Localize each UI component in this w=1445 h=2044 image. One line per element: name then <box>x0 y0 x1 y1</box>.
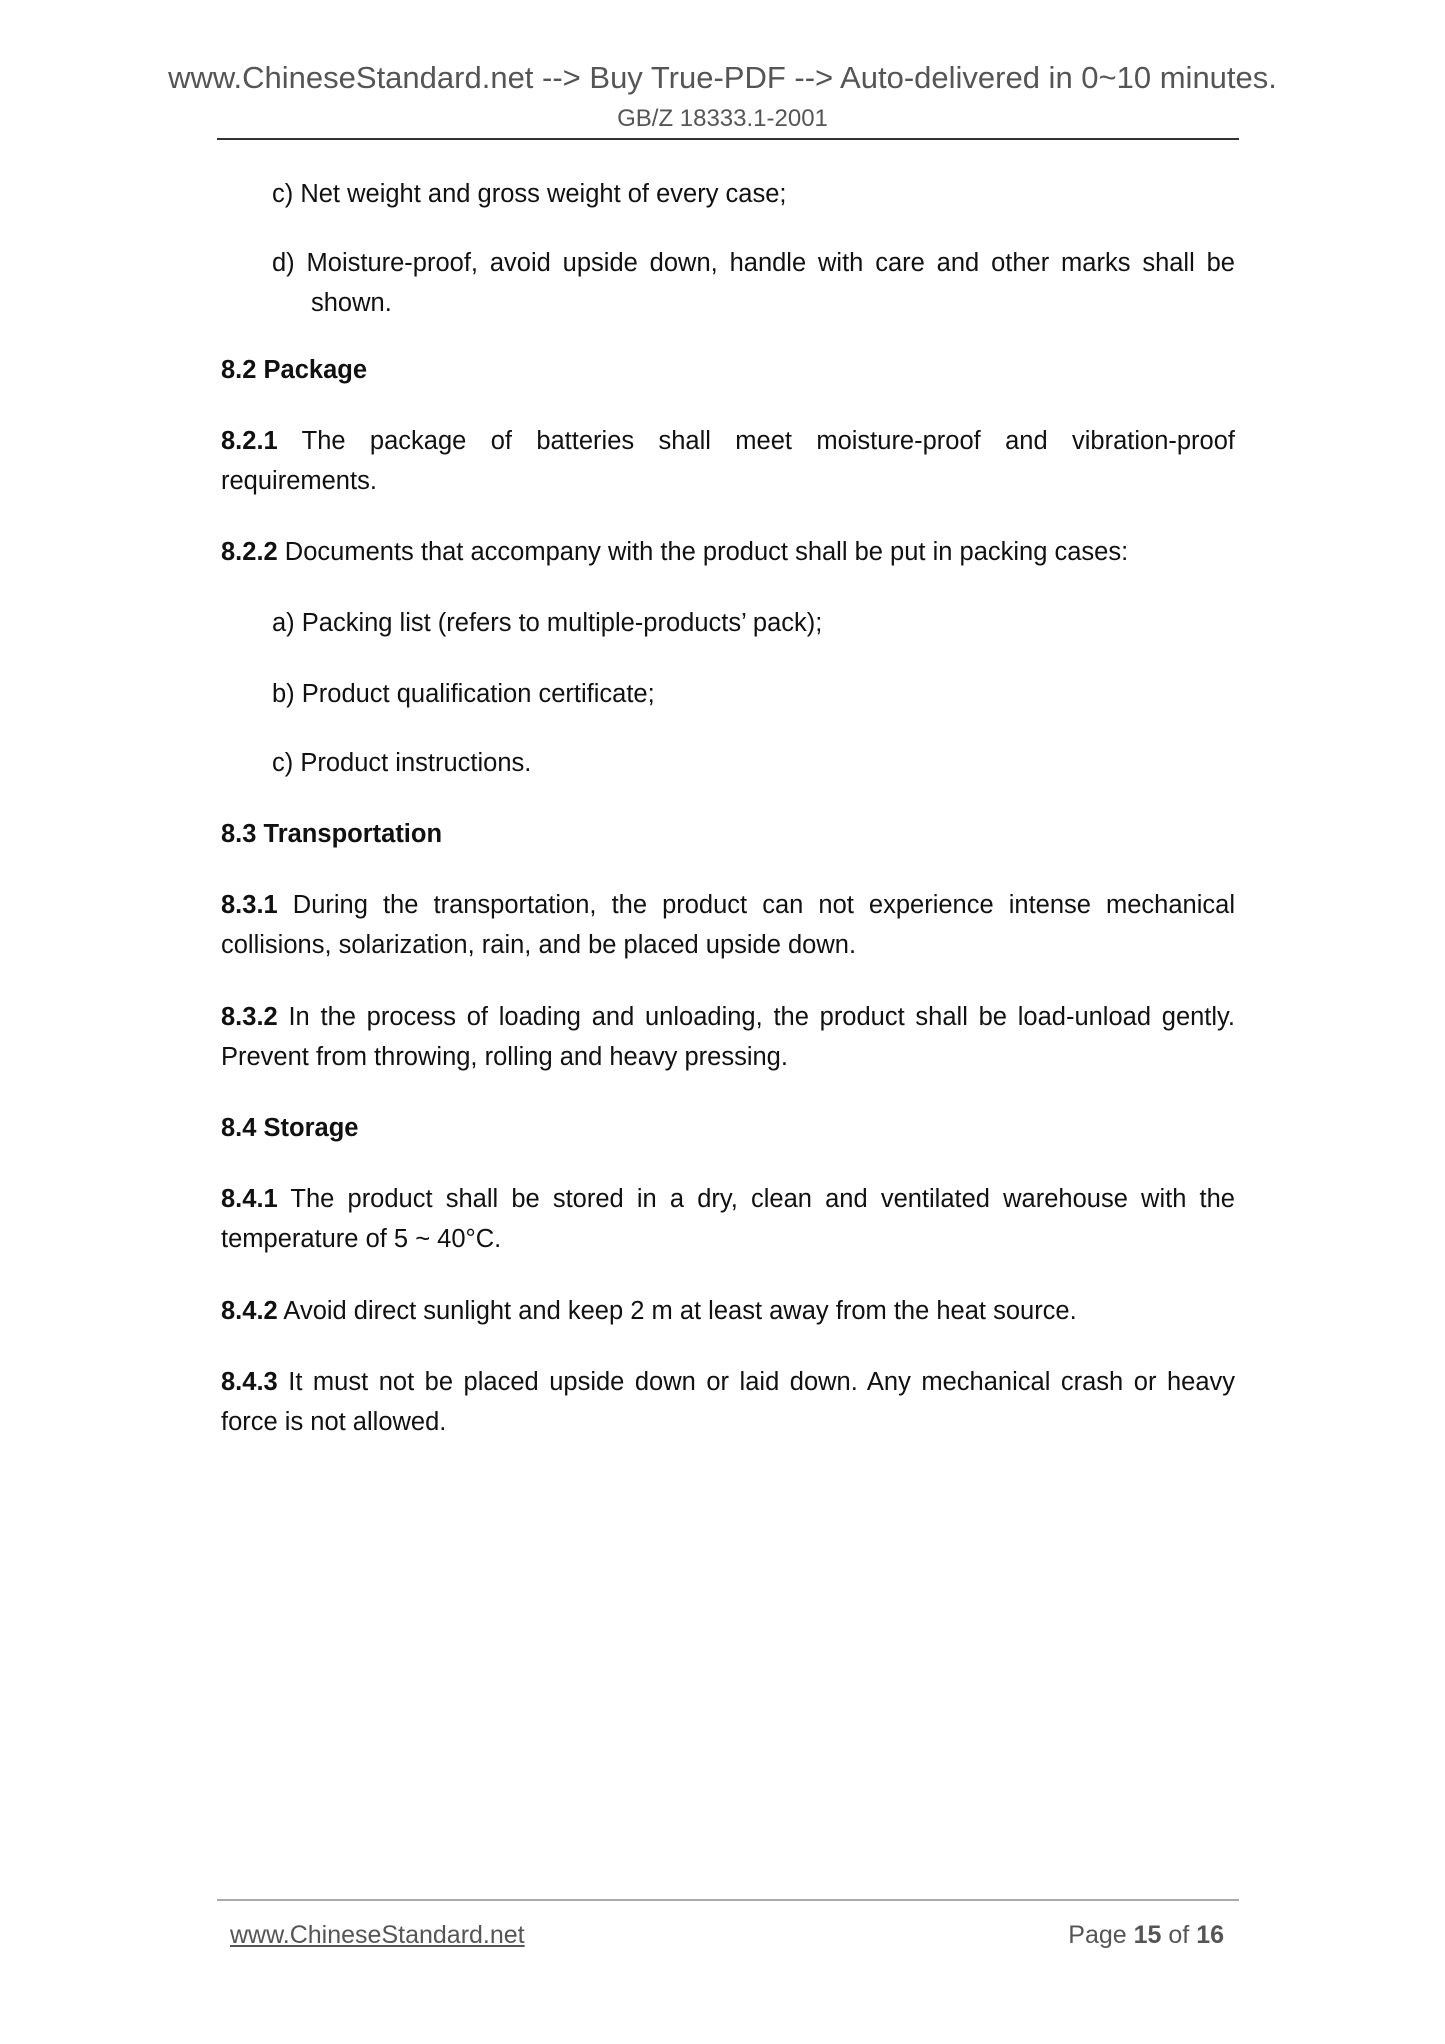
clause-text: During the transportation, the product can not experience intense mechanical collisions, solarization, rain, and be placed upside down. <box>221 891 1235 959</box>
clause-8-2-1 <box>221 421 1235 501</box>
clause-8-4-2 <box>221 1291 1235 1331</box>
page-prefix: Page <box>1068 1921 1134 1949</box>
clause-number: 8.4.1 <box>221 1185 278 1213</box>
clause-number: 8.3.2 <box>221 1003 278 1031</box>
clause-text: It must not be placed upside down or laid down. Any mechanical crash or heavy force is not allowed. <box>221 1368 1235 1436</box>
section-heading: 8.3 Transportation <box>221 820 443 848</box>
clause-number: 8.2.1 <box>221 427 278 455</box>
clause-8-3-1 <box>221 885 1235 965</box>
list-item: c) Product instructions. <box>272 749 532 777</box>
section-heading: 8.4 Storage <box>221 1114 359 1142</box>
list-item: c) Net weight and gross weight of every case; <box>272 180 787 208</box>
footer-website-link[interactable]: www.ChineseStandard.net <box>230 1921 525 1949</box>
header-banner: www.ChineseStandard.net --> Buy True-PDF --> Auto-delivered in 0~10 minutes. <box>168 60 1277 95</box>
clause-8-3-2 <box>221 997 1235 1077</box>
clause-text: The package of batteries shall meet moisture-proof and vibration-proof requirements. <box>221 427 1235 495</box>
page-total: 16 <box>1196 1921 1224 1949</box>
footer-divider <box>217 1899 1239 1901</box>
standard-code: GB/Z 18333.1-2001 <box>617 105 828 132</box>
list-item: b) Product qualification certificate; <box>272 680 655 708</box>
section-heading: 8.2 Package <box>221 356 368 384</box>
page-indicator <box>1068 1920 1224 1950</box>
clause-number: 8.2.2 <box>221 538 278 566</box>
clause-number: 8.3.1 <box>221 891 278 919</box>
clause-text: Avoid direct sunlight and keep 2 m at least away from the heat source. <box>277 1297 1077 1325</box>
list-item: a) Packing list (refers to multiple-products’ pack); <box>272 609 823 637</box>
header-divider <box>217 138 1239 140</box>
list-item: d) Moisture-proof, avoid upside down, handle with care and other marks shall be shown. <box>272 249 1235 317</box>
clause-text: In the process of loading and unloading, the product shall be load-unload gently. Prevent from throwing, rolling and heavy pressing. <box>221 1003 1235 1071</box>
clause-8-2-2 <box>221 532 1235 572</box>
clause-text: The product shall be stored in a dry, clean and ventilated warehouse with the temperature of 5 ~ 40°C. <box>221 1185 1235 1253</box>
clause-number: 8.4.2 <box>221 1297 278 1325</box>
page-of: of <box>1161 1921 1197 1949</box>
page-current: 15 <box>1133 1921 1162 1949</box>
clause-number: 8.4.3 <box>221 1368 278 1396</box>
clause-8-4-3 <box>221 1362 1235 1442</box>
clause-8-4-1 <box>221 1179 1235 1259</box>
clause-text: Documents that accompany with the product shall be put in packing cases: <box>277 538 1129 566</box>
